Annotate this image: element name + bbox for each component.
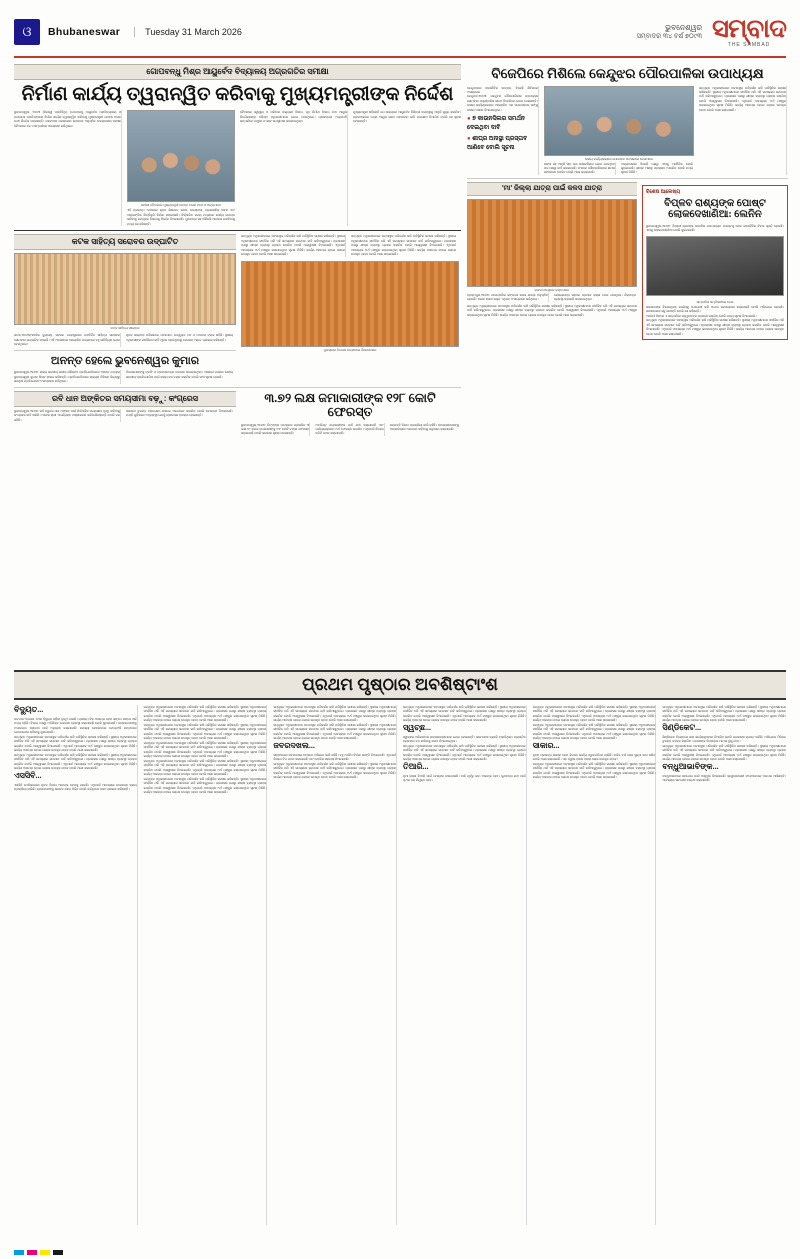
jump-filler-3a: ସମ୍ପୃକ୍ତ ଅଧିକାରୀମାନେ ଘଟଣାସ୍ଥଳ ପରିଦର୍ଶନ କରି ପରିସ୍ଥିତିର ସମୀକ୍ଷା କରିଛନ୍ତି। ସ୍ଥାନୀୟ ଅଧିବାସୀମାନେ ଦୀର୍ଘଦିନ ଧରି ଏହି ସମସ୍ୟାର ସମାଧାନ ଦାବି କରିଆସୁଥିଲେ। ପ୍ରଶାସନ ପକ୍ଷରୁ ଶୀଘ୍ର ବ୍ୟବସ୍ଥା ଗ୍ରହଣ କରାଯିବ ବୋଲି ଆଶ୍ୱାସନା ଦିଆଯାଇଛି। ଏଥିପାଇଁ ଆବଶ୍ୟକ ଅର୍ଥ ମଞ୍ଜୁର କରାଯାଇଥିବା ସୂଚନା ମିଳିଛି। କାର୍ଯ୍ୟ ଆରମ୍ଭ ହେଲେ ଲୋକେ ଉପକୃତ ହେବେ ବୋଲି ଆଶା କରାଯାଉଛି।	[273, 705, 397, 723]
ananta-text-1: ଭୁବନେଶ୍ୱର,୩୦ା୩: ରାଜ୍ୟ ସ୍ତରୀୟ ଶରୀର ସୌଷ୍ଠବ ପ୍ରତିଯୋଗିତାରେ ଅନନ୍ତ ବେହେରା ଭୁବନେଶ୍ୱର କୁମାର ଖିତାବ ହାସଲ କରିଛନ୍ତି। ପ୍ରତିଯୋଗିତାରେ ରାଜ୍ୟର ବିଭିନ୍ନ ଜିଲ୍ଲାରୁ ଶତାଧିକ ପ୍ରତିଯୋଗୀ ଅଂଶଗ୍ରହଣ କରିଥିଲେ।	[14, 370, 120, 384]
bjp-subhead: କେନ୍ଦୁଝରରେ ରାଜନୈତିକ ଉତ୍ତାପ, ବିଜେଡ଼ି ଶିବିରରେ ଅସନ୍ତୋଷ	[467, 85, 538, 94]
lead-body	[14, 110, 461, 226]
lenin-headline: ବିପ୍ଳବ ରାଶ୍ୟଙ୍କ ପୋଷ୍ଟ ଲୋକଦେଖାଣିଆ: ଲେନିନ	[664, 197, 766, 221]
jump-head-6: ସିଣ୍ଡିକେଟ...	[662, 722, 702, 732]
jump-filler-5a: ସମ୍ପୃକ୍ତ ଅଧିକାରୀମାନେ ଘଟଣାସ୍ଥଳ ପରିଦର୍ଶନ କରି ପରିସ୍ଥିତିର ସମୀକ୍ଷା କରିଛନ୍ତି। ସ୍ଥାନୀୟ ଅଧିବାସୀମାନେ ଦୀର୍ଘଦିନ ଧରି ଏହି ସମସ୍ୟାର ସମାଧାନ ଦାବି କରିଆସୁଥିଲେ। ପ୍ରଶାସନ ପକ୍ଷରୁ ଶୀଘ୍ର ବ୍ୟବସ୍ଥା ଗ୍ରହଣ କରାଯିବ ବୋଲି ଆଶ୍ୱାସନା ଦିଆଯାଇଛି। ଏଥିପାଇଁ ଆବଶ୍ୟକ ଅର୍ଥ ମଞ୍ଜୁର କରାଯାଇଥିବା ସୂଚନା ମିଳିଛି। କାର୍ଯ୍ୟ ଆରମ୍ଭ ହେଲେ ଲୋକେ ଉପକୃତ ହେବେ ବୋଲି ଆଶା କରାଯାଉଛି।	[532, 705, 656, 723]
runover-text-1: ସମ୍ପୃକ୍ତ ଅଧିକାରୀମାନେ ଘଟଣାସ୍ଥଳ ପରିଦର୍ଶନ କରି ପରିସ୍ଥିତିର ସମୀକ୍ଷା କରିଛନ୍ତି। ସ୍ଥାନୀୟ ଅଧିବାସୀମାନେ ଦୀର୍ଘଦିନ ଧରି ଏହି ସମସ୍ୟାର ସମାଧାନ ଦାବି କରିଆସୁଥିଲେ। ପ୍ରଶାସନ ପକ୍ଷରୁ ଶୀଘ୍ର ବ୍ୟବସ୍ଥା ଗ୍ରହଣ କରାଯିବ ବୋଲି ଆଶ୍ୱାସନା ଦିଆଯାଇଛି। ଏଥିପାଇଁ ଆବଶ୍ୟକ ଅର୍ଥ ମଞ୍ଜୁର କରାଯାଇଥିବା ସୂଚନା ମିଳିଛି। କାର୍ଯ୍ୟ ଆରମ୍ଭ ହେଲେ ଲୋକେ ଉପକୃତ ହେବେ ବୋଲି ଆଶା କରାଯାଉଛି।	[241, 234, 345, 257]
bjp-bullet-1	[467, 115, 538, 132]
bjp-column-1	[467, 86, 539, 175]
jump-band-title: ପ୍ରଥମ ପୃଷ୍ଠାର ଅବଶିଷ୍ଟାଂଶ	[302, 675, 498, 694]
lead-photo	[127, 110, 235, 202]
lenin-text-1: ଭୁବନେଶ୍ୱର,୩୦ା୩: ବିରୋଧୀ ନେତାଙ୍କ ସାମାଜିକ ଗଣମାଧ୍ୟମ ପୋଷ୍ଟକୁ ନେଇ ରାଜନୈତିକ ବିବାଦ ସୃଷ୍ଟି ହୋଇଛି। ଏହାକୁ ଲୋକଦେଖାଣିଆ ବୋଲି କୁହାଯାଇଛି।	[646, 223, 784, 233]
paddy-text-2: ସରକାର ତୁରନ୍ତ ହସ୍ତକ୍ଷେପ ନକଲେ ଆନ୍ଦୋଳନ କରାଯିବ ବୋଲି ଚେତାବନୀ ଦିଆଯାଇଛି। ମଣ୍ଡି ଗୁଡ଼ିକରେ ଅବ୍ୟବସ୍ଥା ଯୋଗୁଁ ଚାଷୀମାନେ ହଇରାଣ ହେଉଛନ୍ତି।	[126, 408, 233, 418]
jump-filler-2d: ସମ୍ପୃକ୍ତ ଅଧିକାରୀମାନେ ଘଟଣାସ୍ଥଳ ପରିଦର୍ଶନ କରି ପରିସ୍ଥିତିର ସମୀକ୍ଷା କରିଛନ୍ତି। ସ୍ଥାନୀୟ ଅଧିବାସୀମାନେ ଦୀର୍ଘଦିନ ଧରି ଏହି ସମସ୍ୟାର ସମାଧାନ ଦାବି କରିଆସୁଥିଲେ। ପ୍ରଶାସନ ପକ୍ଷରୁ ଶୀଘ୍ର ବ୍ୟବସ୍ଥା ଗ୍ରହଣ କରାଯିବ ବୋଲି ଆଶ୍ୱାସନା ଦିଆଯାଇଛି। ଏଥିପାଇଁ ଆବଶ୍ୟକ ଅର୍ଥ ମଞ୍ଜୁର କରାଯାଇଥିବା ସୂଚନା ମିଳିଛି। କାର୍ଯ୍ୟ ଆରମ୍ଭ ହେଲେ ଲୋକେ ଉପକୃତ ହେବେ ବୋଲି ଆଶା କରାଯାଉଛି।	[143, 758, 267, 777]
jump-section	[14, 705, 786, 1225]
color-bar-yellow	[40, 1250, 50, 1255]
jump-body-6: ସିଣ୍ଡିକେଟ ବିରୋଧରେ କଡ଼ା କାର୍ଯ୍ୟାନୁଷ୍ଠାନ ନିଆଯିବ ବୋଲି ପ୍ରଶାସନ ସ୍ପଷ୍ଟ କରିଛି। ଅଭିଯୋଗ ମିଳିଲେ ତୁରନ୍ତ ତଦନ୍ତ କରାଯିବ। ଦୋଷୀଙ୍କ ବିରୋଧରେ ମାମଲା ରୁଜୁ ହେବ।	[662, 734, 786, 744]
bjp-column-3	[699, 86, 787, 175]
jump-filler-2b: ସମ୍ପୃକ୍ତ ଅଧିକାରୀମାନେ ଘଟଣାସ୍ଥଳ ପରିଦର୍ଶନ କରି ପରିସ୍ଥିତିର ସମୀକ୍ଷା କରିଛନ୍ତି। ସ୍ଥାନୀୟ ଅଧିବାସୀମାନେ ଦୀର୍ଘଦିନ ଧରି ଏହି ସମସ୍ୟାର ସମାଧାନ ଦାବି କରିଆସୁଥିଲେ। ପ୍ରଶାସନ ପକ୍ଷରୁ ଶୀଘ୍ର ବ୍ୟବସ୍ଥା ଗ୍ରହଣ କରାଯିବ ବୋଲି ଆଶ୍ୱାସନା ଦିଆଯାଇଛି। ଏଥିପାଇଁ ଆବଶ୍ୟକ ଅର୍ଥ ମଞ୍ଜୁର କରାଯାଇଥିବା ସୂଚନା ମିଳିଛି। କାର୍ଯ୍ୟ ଆରମ୍ଭ ହେଲେ ଲୋକେ ଉପକୃତ ହେବେ ବୋଲି ଆଶା କରାଯାଉଛି।	[143, 722, 267, 741]
color-bar-magenta	[27, 1250, 37, 1255]
jump-filler-6a: ସମ୍ପୃକ୍ତ ଅଧିକାରୀମାନେ ଘଟଣାସ୍ଥଳ ପରିଦର୍ଶନ କରି ପରିସ୍ଥିତିର ସମୀକ୍ଷା କରିଛନ୍ତି। ସ୍ଥାନୀୟ ଅଧିବାସୀମାନେ ଦୀର୍ଘଦିନ ଧରି ଏହି ସମସ୍ୟାର ସମାଧାନ ଦାବି କରିଆସୁଥିଲେ। ପ୍ରଶାସନ ପକ୍ଷରୁ ଶୀଘ୍ର ବ୍ୟବସ୍ଥା ଗ୍ରହଣ କରାଯିବ ବୋଲି ଆଶ୍ୱାସନା ଦିଆଯାଇଛି। ଏଥିପାଇଁ ଆବଶ୍ୟକ ଅର୍ଥ ମଞ୍ଜୁର କରାଯାଇଥିବା ସୂଚନା ମିଳିଛି। କାର୍ଯ୍ୟ ଆରମ୍ଭ ହେଲେ ଲୋକେ ଉପକୃତ ହେବେ ବୋଲି ଆଶା କରାଯାଉଛି।	[662, 705, 786, 723]
bjp-body	[467, 86, 788, 175]
color-bar-cyan	[14, 1250, 24, 1255]
bjp-column-2	[544, 86, 694, 175]
right-package	[467, 64, 788, 664]
runover-text-2: ସମ୍ପୃକ୍ତ ଅଧିକାରୀମାନେ ଘଟଣାସ୍ଥଳ ପରିଦର୍ଶନ କରି ପରିସ୍ଥିତିର ସମୀକ୍ଷା କରିଛନ୍ତି। ସ୍ଥାନୀୟ ଅଧିବାସୀମାନେ ଦୀର୍ଘଦିନ ଧରି ଏହି ସମସ୍ୟାର ସମାଧାନ ଦାବି କରିଆସୁଥିଲେ। ପ୍ରଶାସନ ପକ୍ଷରୁ ଶୀଘ୍ର ବ୍ୟବସ୍ଥା ଗ୍ରହଣ କରାଯିବ ବୋଲି ଆଶ୍ୱାସନା ଦିଆଯାଇଛି। ଏଥିପାଇଁ ଆବଶ୍ୟକ ଅର୍ଥ ମଞ୍ଜୁର କରାଯାଇଥିବା ସୂଚନା ମିଳିଛି। କାର୍ଯ୍ୟ ଆରମ୍ଭ ହେଲେ ଲୋକେ ଉପକୃତ ହେବେ ବୋଲି ଆଶା କରାଯାଉଛି।	[351, 234, 456, 257]
lead-photo-caption: ସମୀକ୍ଷା ବୈଠକରେ ମୁଖ୍ୟମନ୍ତ୍ରୀ ମୋହନ ଚରଣ ମାଝୀ ଓ ଅନ୍ୟମାନେ	[140, 203, 222, 208]
deposit-text-3: ସମ୍ପତ୍ତି ନିଲାମ ପ୍ରକ୍ରିୟା ଜାରି ରହିଛି। ଜମାକାରୀମାନଙ୍କୁ ଅନଲାଇନ୍‌ରେ ଆବେଦନ କରିବାକୁ ଅନୁରୋଧ କରାଯାଇଛି।	[389, 422, 460, 431]
paddy-story	[14, 391, 236, 436]
jump-body-2: ସହରାଞ୍ଚଳରେ ଜବରଦଖଲ ହଟାଇବା ଅଭିଯାନ ଜାରି ରହିଛି। ବହୁ ଅବୈଧ ନିର୍ମାଣ ଭାଙ୍ଗି ଦିଆଯାଇଛି। ଏଥିପାଇଁ ବିଶେଷ ଟିମ ଗଠନ କରାଯାଇଛି ଏବଂ ପୋଲିସ ସହାୟତା ନିଆଯାଉଛି।	[273, 752, 397, 762]
maa-lenin-row	[467, 182, 788, 340]
jump-filler-3c: ସମ୍ପୃକ୍ତ ଅଧିକାରୀମାନେ ଘଟଣାସ୍ଥଳ ପରିଦର୍ଶନ କରି ପରିସ୍ଥିତିର ସମୀକ୍ଷା କରିଛନ୍ତି। ସ୍ଥାନୀୟ ଅଧିବାସୀମାନେ ଦୀର୍ଘଦିନ ଧରି ଏହି ସମସ୍ୟାର ସମାଧାନ ଦାବି କରିଆସୁଥିଲେ। ପ୍ରଶାସନ ପକ୍ଷରୁ ଶୀଘ୍ର ବ୍ୟବସ୍ଥା ଗ୍ରହଣ କରାଯିବ ବୋଲି ଆଶ୍ୱାସନା ଦିଆଯାଇଛି। ଏଥିପାଇଁ ଆବଶ୍ୟକ ଅର୍ଥ ମଞ୍ଜୁର କରାଯାଇଥିବା ସୂଚନା ମିଳିଛି। କାର୍ଯ୍ୟ ଆରମ୍ଭ ହେଲେ ଲୋକେ ଉପକୃତ ହେବେ ବୋଲି ଆଶା କରାଯାଉଛି।	[273, 761, 397, 780]
jump-head-3: ସ୍ୱଚ୍ଛ...	[403, 722, 432, 732]
masthead-right	[637, 16, 786, 48]
jump-head-4: ସାକାର...	[532, 740, 560, 750]
jump-head-1: ଏସସିବି...	[14, 770, 42, 780]
jump-filler-2e: ସମ୍ପୃକ୍ତ ଅଧିକାରୀମାନେ ଘଟଣାସ୍ଥଳ ପରିଦର୍ଶନ କରି ପରିସ୍ଥିତିର ସମୀକ୍ଷା କରିଛନ୍ତି। ସ୍ଥାନୀୟ ଅଧିବାସୀମାନେ ଦୀର୍ଘଦିନ ଧରି ଏହି ସମସ୍ୟାର ସମାଧାନ ଦାବି କରିଆସୁଥିଲେ। ପ୍ରଶାସନ ପକ୍ଷରୁ ଶୀଘ୍ର ବ୍ୟବସ୍ଥା ଗ୍ରହଣ କରାଯିବ ବୋଲି ଆଶ୍ୱାସନା ଦିଆଯାଇଛି। ଏଥିପାଇଁ ଆବଶ୍ୟକ ଅର୍ଥ ମଞ୍ଜୁର କରାଯାଇଥିବା ସୂଚନା ମିଳିଛି। କାର୍ଯ୍ୟ ଆରମ୍ଭ ହେଲେ ଲୋକେ ଉପକୃତ ହେବେ ବୋଲି ଆଶା କରାଯାଉଛି।	[143, 776, 267, 795]
jump-filler-6b: ସମ୍ପୃକ୍ତ ଅଧିକାରୀମାନେ ଘଟଣାସ୍ଥଳ ପରିଦର୍ଶନ କରି ପରିସ୍ଥିତିର ସମୀକ୍ଷା କରିଛନ୍ତି। ସ୍ଥାନୀୟ ଅଧିବାସୀମାନେ ଦୀର୍ଘଦିନ ଧରି ଏହି ସମସ୍ୟାର ସମାଧାନ ଦାବି କରିଆସୁଥିଲେ। ପ୍ରଶାସନ ପକ୍ଷରୁ ଶୀଘ୍ର ବ୍ୟବସ୍ଥା ଗ୍ରହଣ କରାଯିବ ବୋଲି ଆଶ୍ୱାସନା ଦିଆଯାଇଛି। ଏଥିପାଇଁ ଆବଶ୍ୟକ ଅର୍ଥ ମଞ୍ଜୁର କରାଯାଇଥିବା ସୂଚନା ମିଳିଛି। କାର୍ଯ୍ୟ ଆରମ୍ଭ ହେଲେ ଲୋକେ ଉପକୃତ ହେବେ ବୋଲି ଆଶା କରାଯାଉଛି।	[662, 743, 786, 762]
jump-body-1: ଏସସିବି ମେଡିକାଲରେ ନୂତନ ବିଭାଗ ଆରମ୍ଭ ହେବାକୁ ଯାଉଛି। ଏଥିପାଇଁ ଆବଶ୍ୟକ ଉପକରଣ କ୍ରୟ ପ୍ରକ୍ରିୟା ଚାଲିଛି। ରୋଗୀମାନଙ୍କୁ ଉନ୍ନତ ସେବା ମିଳିବ ବୋଲି କର୍ତ୍ତୃପକ୍ଷ ଆଶା ପ୍ରକାଶ କରିଛନ୍ତି।	[14, 782, 137, 792]
top-section	[14, 64, 786, 664]
paddy-headline: ରବି ଧାନ ଅଙ୍କିତର ସମୟସୀମା ବଢ଼ୁ: କଂଗ୍ରେସ	[14, 391, 236, 407]
paddy-text-1: ଭୁବନେଶ୍ୱର,୩୦ା୩: ରବି ଋତୁରେ ଧାନ ଅଙ୍କନ ପାଇଁ ନିର୍ଦ୍ଧାରିତ ସମୟସୀମା ବୃଦ୍ଧି କରିବାକୁ କଂଗ୍ରେସ ଦାବି କରିଛି। ଅନେକ ଚାଷୀ ଏପର୍ଯ୍ୟନ୍ତ ପଞ୍ଜୀକରଣ କରିପାରିନାହାନ୍ତି ବୋଲି ଦଳ କହିଛି।	[14, 408, 120, 422]
bjp-text-4: ସମ୍ପୃକ୍ତ ଅଧିକାରୀମାନେ ଘଟଣାସ୍ଥଳ ପରିଦର୍ଶନ କରି ପରିସ୍ଥିତିର ସମୀକ୍ଷା କରିଛନ୍ତି। ସ୍ଥାନୀୟ ଅଧିବାସୀମାନେ ଦୀର୍ଘଦିନ ଧରି ଏହି ସମସ୍ୟାର ସମାଧାନ ଦାବି କରିଆସୁଥିଲେ। ପ୍ରଶାସନ ପକ୍ଷରୁ ଶୀଘ୍ର ବ୍ୟବସ୍ଥା ଗ୍ରହଣ କରାଯିବ ବୋଲି ଆଶ୍ୱାସନା ଦିଆଯାଇଛି। ଏଥିପାଇଁ ଆବଶ୍ୟକ ଅର୍ଥ ମଞ୍ଜୁର କରାଯାଇଥିବା ସୂଚନା ମିଳିଛି। କାର୍ଯ୍ୟ ଆରମ୍ଭ ହେଲେ ଲୋକେ ଉପକୃତ ହେବେ ବୋଲି ଆଶା କରାଯାଉଛି।	[699, 85, 786, 112]
lead-kicker-band: ଗୋପବନ୍ଧୁ ମିଶ୍ର ଆୟୁର୍ବେଦ ବିଦ୍ୟାଳୟ ଅଗ୍ରଗତିର ସମୀକ୍ଷା	[14, 64, 461, 80]
registration-color-bars	[14, 1250, 63, 1255]
bullet-dot-icon: ●	[467, 116, 471, 123]
lenin-text-4: ସମ୍ପୃକ୍ତ ଅଧିକାରୀମାନେ ଘଟଣାସ୍ଥଳ ପରିଦର୍ଶନ କରି ପରିସ୍ଥିତିର ସମୀକ୍ଷା କରିଛନ୍ତି। ସ୍ଥାନୀୟ ଅଧିବାସୀମାନେ ଦୀର୍ଘଦିନ ଧରି ଏହି ସମସ୍ୟାର ସମାଧାନ ଦାବି କରିଆସୁଥିଲେ। ପ୍ରଶାସନ ପକ୍ଷରୁ ଶୀଘ୍ର ବ୍ୟବସ୍ଥା ଗ୍ରହଣ କରାଯିବ ବୋଲି ଆଶ୍ୱାସନା ଦିଆଯାଇଛି। ଏଥିପାଇଁ ଆବଶ୍ୟକ ଅର୍ଥ ମଞ୍ଜୁର କରାଯାଇଥିବା ସୂଚନା ମିଳିଛି। କାର୍ଯ୍ୟ ଆରମ୍ଭ ହେଲେ ଲୋକେ ଉପକୃତ ହେବେ ବୋଲି ଆଶା କରାଯାଉଛି।	[646, 318, 784, 336]
lead-text-4: ମୁଖ୍ୟମନ୍ତ୍ରୀ କହିଛନ୍ତି ଯେ ରାଜ୍ୟରେ ଆୟୁର୍ବେଦ ଚିକିତ୍ସା ବ୍ୟବସ୍ଥାକୁ ଆହୁରି ସୁଦୃଢ଼ କରାଯିବ। ଗ୍ରାମାଞ୍ଚଳରେ ମଧ୍ୟ ଆୟୁଷ ସେବା ପହଞ୍ଚାଇବା ଲାଗି ପଦକ୍ଷେପ ନିଆଯିବ ବୋଲି ସେ ସୂଚନା ଦେଇଛନ୍ତି।	[353, 110, 461, 124]
cuttack-headline: କଟକ ସାହିତ୍ୟ ସରୋବର ଉଦ୍‌ଘାଟିତ	[14, 234, 236, 250]
left-runover-columns	[241, 234, 459, 384]
bullet-dot-icon-2: ●	[467, 136, 471, 143]
jump-body-5: ନୂଆ ରାସ୍ତା ତିଆରି ପାଇଁ ଟେଣ୍ଡର ଡକାଯାଇଛି। ବର୍ଷା ପୂର୍ବରୁ କାମ ଆରମ୍ଭ ହେବ। ଗୁଣବତ୍ତା ଯାଞ୍ଚ ପାଇଁ ପୃଥକ ଦଳ ନିଯୁକ୍ତ ହେବ।	[403, 773, 526, 783]
maa-story	[467, 182, 637, 340]
bjp-text-2: ତାଙ୍କ ସହ ଆହୁରି ସାତ ଜଣ କାଉନସିଲର ଯୋଗ ଦେଇଥିବା ଦଳ ପକ୍ଷରୁ ଦାବି କରାଯାଇଛି। ଫଳରେ ପୌରପାଳିକାରେ କ୍ଷମତା ସମୀକରଣ ବଦଳିବ ବୋଲି ଆଶା କରାଯାଉଛି।	[544, 161, 615, 175]
ananta-text-2: ବିଜେତାମାନଙ୍କୁ ଟ୍ରଫି ଓ ପ୍ରମାଣପତ୍ର ପ୍ରଦାନ କରାଯାଇଥିଲା। ଆସନ୍ତା ମାସରେ ଜାତୀୟ ସ୍ତରୀୟ ପ୍ରତିଯୋଗିତା ପାଇଁ ରାଜ୍ୟ ଦଳ ଚୟନ କରାଯିବ ବୋଲି ସଂଘ ସୂଚନା ଦେଇଛି।	[126, 370, 233, 379]
jump-column-1	[14, 705, 138, 1225]
maa-headline: 'ମା' ଜିଲ୍ଲା ଯାତ୍ରା ପାଇଁ କଳସ ଯାତ୍ରା	[467, 182, 637, 196]
lead-text-2: ଏହି ପ୍ରକଳ୍ପ ଅଧୀନରେ ନୂତନ ଶିକ୍ଷାଗତ ଭବନ, ଛାତ୍ରାବାସ, ପ୍ରଶାସନିକ ଭବନ ଏବଂ ଆନୁଷଙ୍ଗିକ ଭିତ୍ତିଭୂମି ନିର୍ମାଣ କରାଯାଉଛି। ନିର୍ଦ୍ଧାରିତ ସମୟ ମଧ୍ୟରେ କାର୍ଯ୍ୟ ସମାପ୍ତ କରିବାକୁ ସମ୍ପୃକ୍ତ ବିଭାଗକୁ ନିର୍ଦ୍ଦେଶ ଦିଆଯାଇଛି। ଗୁଣବତ୍ତା ସହ କୌଣସି ଆପୋଷ ନକରିବାକୁ ମଧ୍ୟ ସେ କହିଛନ୍ତି।	[127, 208, 235, 226]
jump-filler-5c: ସମ୍ପୃକ୍ତ ଅଧିକାରୀମାନେ ଘଟଣାସ୍ଥଳ ପରିଦର୍ଶନ କରି ପରିସ୍ଥିତିର ସମୀକ୍ଷା କରିଛନ୍ତି। ସ୍ଥାନୀୟ ଅଧିବାସୀମାନେ ଦୀର୍ଘଦିନ ଧରି ଏହି ସମସ୍ୟାର ସମାଧାନ ଦାବି କରିଆସୁଥିଲେ। ପ୍ରଶାସନ ପକ୍ଷରୁ ଶୀଘ୍ର ବ୍ୟବସ୍ଥା ଗ୍ରହଣ କରାଯିବ ବୋଲି ଆଶ୍ୱାସନା ଦିଆଯାଇଛି। ଏଥିପାଇଁ ଆବଶ୍ୟକ ଅର୍ଥ ମଞ୍ଜୁର କରାଯାଇଥିବା ସୂଚନା ମିଳିଛି। କାର୍ଯ୍ୟ ଆରମ୍ଭ ହେଲେ ଲୋକେ ଉପକୃତ ହେବେ ବୋଲି ଆଶା କରାଯାଉଛି।	[532, 761, 656, 780]
jump-filler-5b: ସମ୍ପୃକ୍ତ ଅଧିକାରୀମାନେ ଘଟଣାସ୍ଥଳ ପରିଦର୍ଶନ କରି ପରିସ୍ଥିତିର ସମୀକ୍ଷା କରିଛନ୍ତି। ସ୍ଥାନୀୟ ଅଧିବାସୀମାନେ ଦୀର୍ଘଦିନ ଧରି ଏହି ସମସ୍ୟାର ସମାଧାନ ଦାବି କରିଆସୁଥିଲେ। ପ୍ରଶାସନ ପକ୍ଷରୁ ଶୀଘ୍ର ବ୍ୟବସ୍ଥା ଗ୍ରହଣ କରାଯିବ ବୋଲି ଆଶ୍ୱାସନା ଦିଆଯାଇଛି। ଏଥିପାଇଁ ଆବଶ୍ୟକ ଅର୍ଥ ମଞ୍ଜୁର କରାଯାଇଥିବା ସୂଚନା ମିଳିଛି। କାର୍ଯ୍ୟ ଆରମ୍ଭ ହେଲେ ଲୋକେ ଉପକୃତ ହେବେ ବୋଲି ଆଶା କରାଯାଉଛି।	[532, 722, 656, 741]
left-package	[14, 64, 461, 664]
jump-filler-4a: ସମ୍ପୃକ୍ତ ଅଧିକାରୀମାନେ ଘଟଣାସ୍ଥଳ ପରିଦର୍ଶନ କରି ପରିସ୍ଥିତିର ସମୀକ୍ଷା କରିଛନ୍ତି। ସ୍ଥାନୀୟ ଅଧିବାସୀମାନେ ଦୀର୍ଘଦିନ ଧରି ଏହି ସମସ୍ୟାର ସମାଧାନ ଦାବି କରିଆସୁଥିଲେ। ପ୍ରଶାସନ ପକ୍ଷରୁ ଶୀଘ୍ର ବ୍ୟବସ୍ଥା ଗ୍ରହଣ କରାଯିବ ବୋଲି ଆଶ୍ୱାସନା ଦିଆଯାଇଛି। ଏଥିପାଇଁ ଆବଶ୍ୟକ ଅର୍ଥ ମଞ୍ଜୁର କରାଯାଇଥିବା ସୂଚନା ମିଳିଛି। କାର୍ଯ୍ୟ ଆରମ୍ଭ ହେଲେ ଲୋକେ ଉପକୃତ ହେବେ ବୋଲି ଆଶା କରାଯାଉଛି।	[403, 705, 526, 723]
jump-body-4: ନୂତନ ପ୍ରକଳ୍ପ ସାକାର ହେବା ଦିଗରେ କାର୍ଯ୍ୟ ଦ୍ରୁତଗତିରେ ଚାଲିଛି। ଚଳିତ ବର୍ଷ ଶେଷ ସୁଦ୍ଧା କାମ ସରିବ ବୋଲି ଆଶା କରାଯାଉଛି। ଏହା ଦ୍ୱାରା ହଜାର ହଜାର ଲୋକ ଉପକୃତ ହେବେ।	[532, 752, 656, 762]
masthead-left	[14, 19, 242, 45]
lead-column-2	[127, 110, 235, 226]
edition-name-odia: ଭୁବନେଶ୍ୱର	[665, 23, 703, 32]
edition-city: Bhubaneswar	[48, 26, 121, 38]
maa-runover: ସମ୍ପୃକ୍ତ ଅଧିକାରୀମାନେ ଘଟଣାସ୍ଥଳ ପରିଦର୍ଶନ କରି ପରିସ୍ଥିତିର ସମୀକ୍ଷା କରିଛନ୍ତି। ସ୍ଥାନୀୟ ଅଧିବାସୀମାନେ ଦୀର୍ଘଦିନ ଧରି ଏହି ସମସ୍ୟାର ସମାଧାନ ଦାବି କରିଆସୁଥିଲେ। ପ୍ରଶାସନ ପକ୍ଷରୁ ଶୀଘ୍ର ବ୍ୟବସ୍ଥା ଗ୍ରହଣ କରାଯିବ ବୋଲି ଆଶ୍ୱାସନା ଦିଆଯାଇଛି। ଏଥିପାଇଁ ଆବଶ୍ୟକ ଅର୍ଥ ମଞ୍ଜୁର କରାଯାଇଥିବା ସୂଚନା ମିଳିଛି। କାର୍ଯ୍ୟ ଆରମ୍ଭ ହେଲେ ଲୋକେ ଉପକୃତ ହେବେ ବୋଲି ଆଶା କରାଯାଉଛି।	[467, 303, 637, 317]
jump-band	[14, 670, 786, 700]
deposit-story	[241, 391, 459, 436]
bjp-photo-caption: ଦଳୀୟ କାର୍ଯ୍ୟାଳୟରେ ଯୋଗଦାନ ଅବସରରେ ନେତାମାନେ	[584, 156, 654, 161]
lenin-kicker: ବିଶେଷ ଆଲେଖ୍ୟ	[646, 188, 681, 195]
jump-column-4	[403, 705, 527, 1225]
nameplate-subtitle: THE SAMBAD	[727, 42, 771, 48]
cuttack-photo-caption: କଟକ ସାହିତ୍ୟ ସରୋବର	[110, 326, 140, 331]
jump-head-0: ବିଦ୍ୟୁତ...	[14, 705, 44, 714]
cuttack-text-2: ନୂତନ ସରୋବର ପରିସରରେ ପାଠାଗାର, ଉନ୍ମୁକ୍ତ ମଞ୍ଚ ଓ ପଥଚଲା ଟ୍ରାକ ରହିଛି। ସ୍ଥାନୀୟ ଅଧିବାସୀଙ୍କ ଦୀର୍ଘଦିନର ଦାବି ପୂରଣ ହୋଇଥିବାରୁ ସେମାନେ ଆନନ୍ଦ ପ୍ରକାଶ କରିଛନ୍ତି।	[126, 333, 233, 342]
bjp-bullet-1-label: ୭ କାଉନସିଲର ସମର୍ଥନ ଦେଇଥିବା ଦାବି	[467, 116, 525, 131]
lenin-text-2: ସରକାରଙ୍କ ବିକାଶମୂଳକ କାର୍ଯ୍ୟକୁ ଅଣଦେଖା କରି ଅଯଥା ସମାଲୋଚନା କରାଯାଉଛି ବୋଲି ଅଭିଯୋଗ ହୋଇଛି। ଜନସାଧାରଣ ସବୁ ଜାଣନ୍ତି ବୋଲି ସେ କହିଛନ୍ତି।	[646, 304, 784, 314]
jump-filler-1a: ସମ୍ପୃକ୍ତ ଅଧିକାରୀମାନେ ଘଟଣାସ୍ଥଳ ପରିଦର୍ଶନ କରି ପରିସ୍ଥିତିର ସମୀକ୍ଷା କରିଛନ୍ତି। ସ୍ଥାନୀୟ ଅଧିବାସୀମାନେ ଦୀର୍ଘଦିନ ଧରି ଏହି ସମସ୍ୟାର ସମାଧାନ ଦାବି କରିଆସୁଥିଲେ। ପ୍ରଶାସନ ପକ୍ଷରୁ ଶୀଘ୍ର ବ୍ୟବସ୍ଥା ଗ୍ରହଣ କରାଯିବ ବୋଲି ଆଶ୍ୱାସନା ଦିଆଯାଇଛି। ଏଥିପାଇଁ ଆବଶ୍ୟକ ଅର୍ଥ ମଞ୍ଜୁର କରାଯାଇଥିବା ସୂଚନା ମିଳିଛି। କାର୍ଯ୍ୟ ଆରମ୍ଭ ହେଲେ ଲୋକେ ଉପକୃତ ହେବେ ବୋଲି ଆଶା କରାଯାଉଛି।	[14, 734, 137, 753]
lead-text-3: ବୈଠକରେ ସ୍ୱାସ୍ଥ୍ୟ ଓ ପରିବାର କଲ୍ୟାଣ ବିଭାଗ, ଗୃହ ନିର୍ମାଣ ବିଭାଗ ତଥା ଆୟୁଷ ନିର୍ଦ୍ଦେଶାଳୟର ବରିଷ୍ଠ ଅଧିକାରୀମାନେ ଯୋଗ ଦେଇଥିଲେ। ପ୍ରକଳ୍ପର ଅଗ୍ରଗତି ସମ୍ପର୍କରେ ପାୱାର ପଏଣ୍ଟ ଉପସ୍ଥାପନା କରାଯାଇଥିଲା।	[240, 110, 347, 124]
masthead	[14, 14, 786, 58]
lead-column-1	[14, 110, 122, 226]
maa-text-2: ଶୋଭାଯାତ୍ରା ସହରର ପ୍ରଧାନ ରାସ୍ତା ଦେଇ ଯାଇଥିଲା। ନିରାପତ୍ତା ବ୍ୟବସ୍ଥା କଡ଼ାକଡ଼ି କରାଯାଇଥିଲା।	[554, 292, 636, 302]
jump-head-2: ଜବରଦଖଲ...	[273, 740, 315, 750]
maa-photo	[467, 199, 637, 287]
publisher-logo-icon: ଓ	[14, 19, 40, 45]
jump-filler-1b: ସମ୍ପୃକ୍ତ ଅଧିକାରୀମାନେ ଘଟଣାସ୍ଥଳ ପରିଦର୍ଶନ କରି ପରିସ୍ଥିତିର ସମୀକ୍ଷା କରିଛନ୍ତି। ସ୍ଥାନୀୟ ଅଧିବାସୀମାନେ ଦୀର୍ଘଦିନ ଧରି ଏହି ସମସ୍ୟାର ସମାଧାନ ଦାବି କରିଆସୁଥିଲେ। ପ୍ରଶାସନ ପକ୍ଷରୁ ଶୀଘ୍ର ବ୍ୟବସ୍ଥା ଗ୍ରହଣ କରାଯିବ ବୋଲି ଆଶ୍ୱାସନା ଦିଆଯାଇଛି। ଏଥିପାଇଁ ଆବଶ୍ୟକ ଅର୍ଥ ମଞ୍ଜୁର କରାଯାଇଥିବା ସୂଚନା ମିଳିଛି। କାର୍ଯ୍ୟ ଆରମ୍ଭ ହେଲେ ଲୋକେ ଉପକୃତ ହେବେ ବୋଲି ଆଶା କରାଯାଉଛି।	[14, 752, 137, 771]
maa-photo-caption: କଳସ ଯାତ୍ରାରେ ଭକ୍ତମାନେ	[534, 287, 570, 292]
deposit-headline: ୩.୭୨ ଲକ୍ଷ ଜମାକାରୀଙ୍କ ୧୨୮ କୋଟି ଫେରସ୍ତ	[264, 390, 436, 420]
lead-column-3	[240, 110, 348, 226]
jump-column-6	[662, 705, 786, 1225]
lead-text-1: ଭୁବନେଶ୍ୱର, ୩୦ା୩ (ନିଜସ୍ୱ ପ୍ରତିନିଧି): ଗୋପବନ୍ଧୁ ଆୟୁର୍ବେଦ ମହାବିଦ୍ୟାଳୟ ଓ ଗବେଷଣା ପ୍ରତିଷ୍ଠାନର ନିର୍ମାଣ କାର୍ଯ୍ୟ ତ୍ୱରାନ୍ୱିତ କରିବାକୁ ମୁଖ୍ୟମନ୍ତ୍ରୀ ମୋହନ ଚରଣ ମାଝୀ ନିର୍ଦ୍ଦେଶ ଦେଇଛନ୍ତି। ସୋମବାର ଲୋକସେବା ଭବନରେ ଅନୁଷ୍ଠିତ ଉଚ୍ଚସ୍ତରୀୟ ସମୀକ୍ଷା ବୈଠକରେ ସେ ଏ ସମ୍ପର୍କରେ ଆଲୋଚନା କରିଥିଲେ।	[14, 110, 121, 128]
jump-filler-2c: ସମ୍ପୃକ୍ତ ଅଧିକାରୀମାନେ ଘଟଣାସ୍ଥଳ ପରିଦର୍ଶନ କରି ପରିସ୍ଥିତିର ସମୀକ୍ଷା କରିଛନ୍ତି। ସ୍ଥାନୀୟ ଅଧିବାସୀମାନେ ଦୀର୍ଘଦିନ ଧରି ଏହି ସମସ୍ୟାର ସମାଧାନ ଦାବି କରିଆସୁଥିଲେ। ପ୍ରଶାସନ ପକ୍ଷରୁ ଶୀଘ୍ର ବ୍ୟବସ୍ଥା ଗ୍ରହଣ କରାଯିବ ବୋଲି ଆଶ୍ୱାସନା ଦିଆଯାଇଛି। ଏଥିପାଇଁ ଆବଶ୍ୟକ ଅର୍ଥ ମଞ୍ଜୁର କରାଯାଇଥିବା ସୂଚନା ମିଳିଛି। କାର୍ଯ୍ୟ ଆରମ୍ଭ ହେଲେ ଲୋକେ ଉପକୃତ ହେବେ ବୋଲି ଆଶା କରାଯାଉଛି।	[143, 740, 267, 759]
jump-column-2	[144, 705, 268, 1225]
jump-head-5: ତିଆରି...	[403, 761, 429, 771]
deposit-text-1: ଭୁବନେଶ୍ୱର,୩୦ା୩: ଚିଟ୍‌ଫଣ୍ଡ ମାମଲାରେ ପ୍ରତାରିତ ୩ ଲକ୍ଷ ୭୨ ହଜାର ଜମାକାରୀଙ୍କୁ ୧୨୮ କୋଟି ଟଙ୍କା ଫେରସ୍ତ କରାଯାଇଛି ବୋଲି ସରକାର ସୂଚନା ଦେଇଛନ୍ତି।	[241, 422, 310, 436]
color-bar-black	[53, 1250, 63, 1255]
lenin-photo-caption: ସାମ୍ବାଦିକ ସମ୍ମିଳନୀରେ ନେତା	[696, 299, 734, 304]
maa-text-1: ବ୍ରହ୍ମପୁର,୩୦ା୩: ପାରମ୍ପରିକ ଢଙ୍ଗରେ କଳସ ଯାତ୍ରା ଅନୁଷ୍ଠିତ ହୋଇଛି। ହଜାର ହଜାର ଭକ୍ତ ଏଥିରେ ଅଂଶଗ୍ରହଣ କରିଥିଲେ।	[467, 292, 548, 302]
ananta-headline: ଅନନ୍ତ ହେଲେ ଭୁବନେଶ୍ୱର କୁମାର	[50, 354, 200, 367]
cuttack-photo	[14, 253, 236, 325]
bjp-bullet-2	[467, 135, 538, 152]
lead-column-4	[353, 110, 461, 226]
deposit-text-2: ଅବଶିଷ୍ଟ ଜମାକାରୀଙ୍କ ଦାବି ଯାଞ୍ଚ କରାଯାଉଛି ଏବଂ ପର୍ଯ୍ୟାୟକ୍ରମେ ଅର୍ଥ ଫେରସ୍ତ କରାଯିବ। ଏଥିପାଇଁ ବିଶେଷ କମିଟି ଗଠନ କରାଯାଇଛି।	[315, 422, 384, 436]
lenin-photo	[646, 236, 784, 296]
lenin-text-3: ଆଗାମୀ ଦିନରେ ଏ ସମ୍ପର୍କରେ ଶ୍ୱେତପତ୍ର ପ୍ରକାଶ କରାଯିବ ବୋଲି ମଧ୍ୟ ସୂଚନା ଦିଆଯାଇଛି।	[646, 313, 757, 318]
jump-filler-2a: ସମ୍ପୃକ୍ତ ଅଧିକାରୀମାନେ ଘଟଣାସ୍ଥଳ ପରିଦର୍ଶନ କରି ପରିସ୍ଥିତିର ସମୀକ୍ଷା କରିଛନ୍ତି। ସ୍ଥାନୀୟ ଅଧିବାସୀମାନେ ଦୀର୍ଘଦିନ ଧରି ଏହି ସମସ୍ୟାର ସମାଧାନ ଦାବି କରିଆସୁଥିଲେ। ପ୍ରଶାସନ ପକ୍ଷରୁ ଶୀଘ୍ର ବ୍ୟବସ୍ଥା ଗ୍ରହଣ କରାଯିବ ବୋଲି ଆଶ୍ୱାସନା ଦିଆଯାଇଛି। ଏଥିପାଇଁ ଆବଶ୍ୟକ ଅର୍ଥ ମଞ୍ଜୁର କରାଯାଇଥିବା ସୂଚନା ମିଳିଛି। କାର୍ଯ୍ୟ ଆରମ୍ଭ ହେଲେ ଲୋକେ ଉପକୃତ ହେବେ ବୋଲି ଆଶା କରାଯାଉଛି।	[143, 705, 267, 723]
bjp-bullet-2-label: ଶୀଘ୍ର ଅନାସ୍ଥା ପ୍ରସ୍ତାବ ଆଣିବେ ବୋଲି ସୂଚନା	[467, 136, 528, 151]
jump-column-3	[273, 705, 397, 1225]
ananta-photo	[241, 261, 459, 347]
lead-headline: ନିର୍ମାଣ କାର୍ଯ୍ୟ ତ୍ୱରାନ୍ୱିତ କରିବାକୁ ମୁଖ୍ୟମନ୍ତ୍ରୀଙ୍କ ନିର୍ଦ୍ଦେଶ	[21, 84, 454, 105]
bjp-photo	[544, 86, 694, 156]
ananta-photo-caption: ପୁରସ୍କାର ବିତରଣ ଉତ୍ସବରେ ବିଜେତାମାନେ	[323, 347, 377, 352]
jump-head-7: ବନ୍ଧୁଆଭାବିଙ୍କ...	[662, 761, 719, 771]
cuttack-text-1: କଟକ,୩୦ା୩(ଆଞ୍ଚଳିକ ବ୍ୟୁରୋ): ସହରର ମଧ୍ୟସ୍ଥଳରେ ନବନିର୍ମିତ ସାହିତ୍ୟ ସରୋବର ସୋମବାର ଉଦ୍‌ଘାଟିତ ହୋଇଛି। ଏହି ଅବସରରେ ଆୟୋଜିତ ଉତ୍ସବରେ ବହୁ ସାହିତ୍ୟିକ ଯୋଗ ଦେଇଥିଲେ।	[14, 333, 120, 347]
bjp-text-1: କେନ୍ଦୁଝର,୩୦ା୩: କେନ୍ଦୁଝର ପୌରପାଳିକାର ଉପାଧ୍ୟକ୍ଷ ସୋମବାର ଆନୁଷ୍ଠାନିକ ଭାବେ ବିଜେପିରେ ଯୋଗ ଦେଇଛନ୍ତି। ଦଳୀୟ କାର୍ଯ୍ୟାଳୟରେ ଆୟୋଜିତ ଏକ ସମାରୋହରେ ତାଙ୍କୁ ଦଳୀୟ ପତାକା ଦିଆଯାଇଥିଲା।	[467, 94, 538, 112]
jump-filler-4b: ସମ୍ପୃକ୍ତ ଅଧିକାରୀମାନେ ଘଟଣାସ୍ଥଳ ପରିଦର୍ଶନ କରି ପରିସ୍ଥିତିର ସମୀକ୍ଷା କରିଛନ୍ତି। ସ୍ଥାନୀୟ ଅଧିବାସୀମାନେ ଦୀର୍ଘଦିନ ଧରି ଏହି ସମସ୍ୟାର ସମାଧାନ ଦାବି କରିଆସୁଥିଲେ। ପ୍ରଶାସନ ପକ୍ଷରୁ ଶୀଘ୍ର ବ୍ୟବସ୍ଥା ଗ୍ରହଣ କରାଯିବ ବୋଲି ଆଶ୍ୱାସନା ଦିଆଯାଇଛି। ଏଥିପାଇଁ ଆବଶ୍ୟକ ଅର୍ଥ ମଞ୍ଜୁର କରାଯାଇଥିବା ସୂଚନା ମିଳିଛି। କାର୍ଯ୍ୟ ଆରମ୍ଭ ହେଲେ ଲୋକେ ଉପକୃତ ହେବେ ବୋଲି ଆଶା କରାଯାଉଛି।	[403, 743, 526, 762]
jump-filler-3b: ସମ୍ପୃକ୍ତ ଅଧିକାରୀମାନେ ଘଟଣାସ୍ଥଳ ପରିଦର୍ଶନ କରି ପରିସ୍ଥିତିର ସମୀକ୍ଷା କରିଛନ୍ତି। ସ୍ଥାନୀୟ ଅଧିବାସୀମାନେ ଦୀର୍ଘଦିନ ଧରି ଏହି ସମସ୍ୟାର ସମାଧାନ ଦାବି କରିଆସୁଥିଲେ। ପ୍ରଶାସନ ପକ୍ଷରୁ ଶୀଘ୍ର ବ୍ୟବସ୍ଥା ଗ୍ରହଣ କରାଯିବ ବୋଲି ଆଶ୍ୱାସନା ଦିଆଯାଇଛି। ଏଥିପାଇଁ ଆବଶ୍ୟକ ଅର୍ଥ ମଞ୍ଜୁର କରାଯାଇଥିବା ସୂଚନା ମିଳିଛି। କାର୍ଯ୍ୟ ଆରମ୍ଭ ହେଲେ ଲୋକେ ଉପକୃତ ହେବେ ବୋଲି ଆଶା କରାଯାଉଛି।	[273, 722, 397, 741]
bjp-headline: ବିଜେପିରେ ମିଶିଲେ କେନ୍ଦୁଝର ପୌରପାଳିକା ଉପାଧ୍ୟକ୍ଷ	[491, 66, 764, 81]
jump-body-7: ବନ୍ଧୁଆଭାବରେ ସହଯୋଗ ପାଇଁ ଆହ୍ୱାନ ଦିଆଯାଇଛି। ସ୍ୱେଚ୍ଛାସେବୀ ସଂଗଠନମାନେ ଆଗେଇ ଆସିଛନ୍ତି। ଆବଶ୍ୟକ ସାମଗ୍ରୀ ବଣ୍ଟନ କରାଯାଉଛି।	[662, 773, 786, 783]
issue-line: ସମ୍ବାଦର ୩୪ ବର୍ଷ ୭୦୯୩	[636, 33, 703, 40]
jump-body-3: ସ୍ୱଚ୍ଛତା ଅଭିଯାନରେ ଛାତ୍ରଛାତ୍ରୀମାନେ ଯୋଗ ଦେଇଛନ୍ତି। ସଚେତନତା ର୍‌ୟାଲି ବାହାରିଥିଲା। ପ୍ଲାଷ୍ଟିକ ବ୍ୟବହାର ବନ୍ଦ କରିବାକୁ ଶପଥ ନିଆଯାଇଥିଲା।	[403, 734, 526, 744]
jump-column-5	[533, 705, 657, 1225]
publication-date: Tuesday 31 March 2026	[134, 27, 242, 37]
lenin-story	[642, 185, 788, 340]
bjp-text-3: ଅନ୍ୟପକ୍ଷରେ ବିଜେଡ଼ି ପକ୍ଷରୁ ଏହାକୁ ଅନୈତିକ ବୋଲି କୁହାଯାଇଛି। ଶୀଘ୍ର ଅନାସ୍ଥା ପ୍ରସ୍ତାବ ଅଣାଯିବ ବୋଲି ମଧ୍ୟ ସୂଚନା ମିଳିଛି।	[621, 161, 693, 175]
nameplate: ସମ୍ବାଦ	[712, 14, 786, 43]
cuttack-story	[14, 234, 236, 384]
jump-body-0: ଗତମାସ ଅପେକ୍ଷା ଏଥର ବିଦ୍ୟୁତ ଚାହିଦା ବୃଦ୍ଧି ପାଇଛି। ଗ୍ରୀଷ୍ମ ଦିନ ଆରମ୍ଭ ହେବା ସଙ୍ଗେ ସଙ୍ଗେ ଖର୍ଚ୍ଚ ମଧ୍ୟ ବଢ଼ିଛି। ବିଭାଗ ପକ୍ଷରୁ ଅତିରିକ୍ତ ଯୋଗାଣ ବ୍ୟବସ୍ଥା କରାଯାଇଛି ବୋଲି କୁହାଯାଇଛି। ଗ୍ରାହକମାନଙ୍କୁ ଅପାରଗତା ଏଡ଼ାଇବା ପାଇଁ ଅନୁରୋଧ କରାଯାଇଛି। ସମସ୍ୟା ଦେଖାଦେଲେ ଟୋଲ୍‌ଫ୍ରି ନମ୍ବରରେ ଯୋଗାଯୋଗ କରିବାକୁ କୁହାଯାଇଛି।	[14, 717, 137, 735]
